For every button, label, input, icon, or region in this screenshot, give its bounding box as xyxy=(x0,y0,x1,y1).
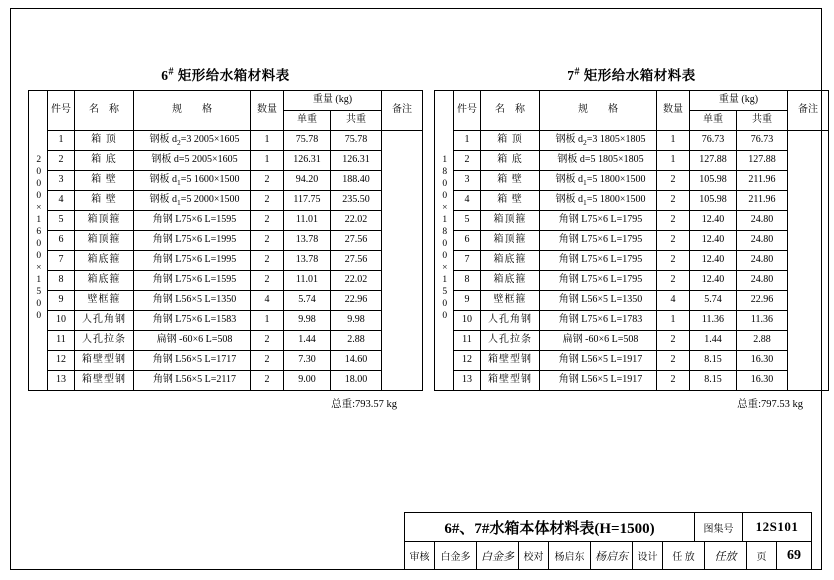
right-material-table xyxy=(434,90,829,391)
cell-spec: 角钢 L75×6 L=1795 xyxy=(540,211,657,231)
table-row xyxy=(29,371,423,391)
left-title-prefix: 6 xyxy=(161,68,169,83)
right-table-title xyxy=(434,64,829,84)
cell-spec: 钢板 $d_2=3$ 2005×1605 xyxy=(134,131,251,151)
cell-spec: 角钢 L75×6 L=1795 xyxy=(540,271,657,291)
page-number: 69 xyxy=(787,547,801,563)
cell-no: 11 xyxy=(48,331,75,351)
table-row xyxy=(29,351,423,371)
table-row xyxy=(435,351,829,371)
cell-name: 箱 壁 xyxy=(481,171,540,191)
cell-unit-weight: 13.78 xyxy=(284,251,331,271)
cell-name: 箱壁型钢 xyxy=(481,351,540,371)
cell-unit-weight: 105.98 xyxy=(690,191,737,211)
cell-unit-weight: 12.40 xyxy=(690,211,737,231)
cell-qty: 2 xyxy=(657,351,690,371)
cell-spec: 角钢 L56×5 L=1917 xyxy=(540,351,657,371)
cell-total-weight: 27.56 xyxy=(331,251,382,271)
table-row xyxy=(435,311,829,331)
col-header-weight: 重量 (kg) xyxy=(690,91,788,111)
cell-unit-weight: 105.98 xyxy=(690,171,737,191)
cell-qty: 2 xyxy=(251,231,284,251)
cell-qty: 2 xyxy=(251,251,284,271)
cell-name: 箱底箍 xyxy=(481,251,540,271)
table-row xyxy=(435,251,829,271)
cell-qty: 2 xyxy=(251,351,284,371)
cell-qty: 1 xyxy=(251,151,284,171)
cell-spec: 角钢 L56×5 L=1717 xyxy=(134,351,251,371)
cell-no: 9 xyxy=(48,291,75,311)
col-header-note: 备注 xyxy=(788,91,829,131)
cell-no: 1 xyxy=(48,131,75,151)
col-header-note: 备注 xyxy=(382,91,423,131)
left-material-table xyxy=(28,90,423,391)
cell-unit-weight: 9.98 xyxy=(284,311,331,331)
cell-unit-weight: 11.01 xyxy=(284,211,331,231)
cell-total-weight: 22.96 xyxy=(737,291,788,311)
table-row xyxy=(29,271,423,291)
cell-unit-weight: 126.31 xyxy=(284,151,331,171)
design-signature: 任放 xyxy=(705,542,747,569)
cell-note xyxy=(382,131,423,391)
cell-name: 壁框箍 xyxy=(75,291,134,311)
cell-unit-weight: 1.44 xyxy=(690,331,737,351)
cell-name: 箱顶箍 xyxy=(481,231,540,251)
table-row xyxy=(29,151,423,171)
cell-spec: 角钢 L75×6 L=1795 xyxy=(540,231,657,251)
review-name: 白金多 xyxy=(435,542,477,569)
cell-unit-weight: 127.88 xyxy=(690,151,737,171)
design-label: 设计 xyxy=(633,542,663,569)
page-label: 页 xyxy=(747,542,777,569)
table-row xyxy=(435,271,829,291)
table-row xyxy=(435,231,829,251)
cell-name: 箱壁型钢 xyxy=(75,351,134,371)
cell-total-weight: 22.02 xyxy=(331,211,382,231)
left-table-title xyxy=(28,64,423,84)
cell-total-weight: 235.50 xyxy=(331,191,382,211)
right-material-table-block xyxy=(434,64,829,411)
cell-spec: 钢板 $d_1=5$ 2000×1500 xyxy=(134,191,251,211)
cell-spec: 角钢 L75×6 L=1783 xyxy=(540,311,657,331)
title-block-row-signatures xyxy=(405,542,811,569)
cell-qty: 2 xyxy=(657,211,690,231)
cell-spec: 扁钢 -60×6 L=508 xyxy=(540,331,657,351)
cell-name: 人孔角钢 xyxy=(481,311,540,331)
col-header-spec: 规 格 xyxy=(134,91,251,131)
cell-qty: 1 xyxy=(657,131,690,151)
cell-no: 1 xyxy=(454,131,481,151)
cell-qty: 2 xyxy=(657,171,690,191)
right-title-sup: # xyxy=(574,66,580,78)
col-header-name: 名 称 xyxy=(75,91,134,131)
cell-qty: 1 xyxy=(657,311,690,331)
cell-unit-weight: 13.78 xyxy=(284,231,331,251)
left-title-sup: # xyxy=(168,66,174,78)
cell-no: 5 xyxy=(454,211,481,231)
atlas-number-label: 图集号 xyxy=(695,513,743,541)
cell-qty: 2 xyxy=(251,171,284,191)
review-signature: 白金多 xyxy=(477,542,519,569)
cell-total-weight: 22.96 xyxy=(331,291,382,311)
cell-name: 人孔拉条 xyxy=(75,331,134,351)
cell-total-weight: 22.02 xyxy=(331,271,382,291)
cell-no: 13 xyxy=(48,371,75,391)
cell-unit-weight: 7.30 xyxy=(284,351,331,371)
cell-spec: 钢板 $d_1=5$ 1800×1500 xyxy=(540,191,657,211)
cell-name: 箱 顶 xyxy=(75,131,134,151)
cell-name: 箱顶箍 xyxy=(481,211,540,231)
table-row xyxy=(29,231,423,251)
cell-no: 12 xyxy=(48,351,75,371)
cell-no: 8 xyxy=(48,271,75,291)
cell-name: 箱 顶 xyxy=(481,131,540,151)
cell-total-weight: 75.78 xyxy=(331,131,382,151)
cell-total-weight: 9.98 xyxy=(331,311,382,331)
cell-no: 6 xyxy=(48,231,75,251)
cell-spec: 角钢 L56×5 L=2117 xyxy=(134,371,251,391)
size-header-cell: 2000×1600×1500 xyxy=(29,91,48,391)
cell-total-weight: 27.56 xyxy=(331,231,382,251)
cell-spec: 钢板 d=5 1805×1805 xyxy=(540,151,657,171)
col-header-spec: 规 格 xyxy=(540,91,657,131)
table-row xyxy=(29,191,423,211)
cell-total-weight: 16.30 xyxy=(737,351,788,371)
cell-no: 10 xyxy=(454,311,481,331)
cell-name: 壁框箍 xyxy=(481,291,540,311)
cell-unit-weight: 8.15 xyxy=(690,371,737,391)
table-row xyxy=(29,211,423,231)
cell-name: 箱顶箍 xyxy=(75,211,134,231)
table-row xyxy=(435,331,829,351)
cell-unit-weight: 8.15 xyxy=(690,351,737,371)
cell-spec: 扁钢 -60×6 L=508 xyxy=(134,331,251,351)
cell-unit-weight: 9.00 xyxy=(284,371,331,391)
cell-qty: 2 xyxy=(251,191,284,211)
cell-no: 2 xyxy=(454,151,481,171)
cell-unit-weight: 117.75 xyxy=(284,191,331,211)
cell-total-weight: 2.88 xyxy=(737,331,788,351)
size-header-cell: 1800×1800×1500 xyxy=(435,91,454,391)
cell-total-weight: 18.00 xyxy=(331,371,382,391)
cell-no: 3 xyxy=(48,171,75,191)
table-row xyxy=(29,311,423,331)
col-header-total-weight: 共重 xyxy=(737,111,788,131)
col-header-unit-weight: 单重 xyxy=(690,111,737,131)
cell-no: 6 xyxy=(454,231,481,251)
cell-spec: 角钢 L75×6 L=1995 xyxy=(134,251,251,271)
check-label: 校对 xyxy=(519,542,549,569)
cell-no: 13 xyxy=(454,371,481,391)
cell-unit-weight: 5.74 xyxy=(284,291,331,311)
cell-spec: 钢板 d=5 2005×1605 xyxy=(134,151,251,171)
cell-total-weight: 14.60 xyxy=(331,351,382,371)
cell-spec: 钢板 $d_1=5$ 1800×1500 xyxy=(540,171,657,191)
left-title-rest: 矩形给水箱材料表 xyxy=(173,68,290,83)
cell-total-weight: 76.73 xyxy=(737,131,788,151)
cell-unit-weight: 94.20 xyxy=(284,171,331,191)
cell-qty: 4 xyxy=(657,291,690,311)
cell-unit-weight: 12.40 xyxy=(690,251,737,271)
cell-name: 人孔角钢 xyxy=(75,311,134,331)
cell-total-weight: 24.80 xyxy=(737,231,788,251)
cell-no: 4 xyxy=(48,191,75,211)
table-row xyxy=(435,131,829,151)
check-name: 杨启东 xyxy=(549,542,591,569)
table-header-row xyxy=(435,91,829,111)
cell-name: 箱底箍 xyxy=(481,271,540,291)
cell-unit-weight: 12.40 xyxy=(690,231,737,251)
cell-qty: 2 xyxy=(657,231,690,251)
cell-no: 9 xyxy=(454,291,481,311)
cell-no: 8 xyxy=(454,271,481,291)
cell-qty: 2 xyxy=(657,191,690,211)
cell-unit-weight: 5.74 xyxy=(690,291,737,311)
cell-spec: 角钢 L56×5 L=1350 xyxy=(134,291,251,311)
cell-name: 箱壁型钢 xyxy=(481,371,540,391)
cell-unit-weight: 75.78 xyxy=(284,131,331,151)
table-row xyxy=(29,291,423,311)
right-title-rest: 矩形给水箱材料表 xyxy=(579,68,696,83)
table-row xyxy=(435,191,829,211)
cell-unit-weight: 11.36 xyxy=(690,311,737,331)
design-name: 任 放 xyxy=(663,542,705,569)
cell-spec: 角钢 L56×5 L=1350 xyxy=(540,291,657,311)
cell-no: 5 xyxy=(48,211,75,231)
cell-spec: 钢板 $d_2=3$ 1805×1805 xyxy=(540,131,657,151)
cell-qty: 2 xyxy=(657,331,690,351)
cell-total-weight: 24.80 xyxy=(737,211,788,231)
table-row xyxy=(435,151,829,171)
cell-name: 箱 底 xyxy=(75,151,134,171)
col-header-no: 件号 xyxy=(48,91,75,131)
cell-qty: 1 xyxy=(251,311,284,331)
cell-no: 3 xyxy=(454,171,481,191)
cell-name: 箱壁型钢 xyxy=(75,371,134,391)
cell-total-weight: 126.31 xyxy=(331,151,382,171)
cell-no: 7 xyxy=(454,251,481,271)
cell-qty: 2 xyxy=(251,371,284,391)
cell-name: 箱 壁 xyxy=(75,171,134,191)
title-block-row-main xyxy=(405,513,811,542)
cell-name: 箱 壁 xyxy=(481,191,540,211)
cell-total-weight: 2.88 xyxy=(331,331,382,351)
table-row xyxy=(29,171,423,191)
cell-qty: 1 xyxy=(251,131,284,151)
cell-total-weight: 188.40 xyxy=(331,171,382,191)
col-header-qty: 数量 xyxy=(251,91,284,131)
cell-name: 箱底箍 xyxy=(75,251,134,271)
atlas-number-value: 12S101 xyxy=(755,519,799,534)
table-header-row xyxy=(29,91,423,111)
col-header-unit-weight: 单重 xyxy=(284,111,331,131)
cell-qty: 2 xyxy=(657,371,690,391)
cell-spec: 角钢 L75×6 L=1795 xyxy=(540,251,657,271)
left-total-weight: 总重:793.57 kg xyxy=(331,399,397,410)
cell-unit-weight: 11.01 xyxy=(284,271,331,291)
col-header-total-weight: 共重 xyxy=(331,111,382,131)
cell-total-weight: 211.96 xyxy=(737,191,788,211)
cell-spec: 角钢 L75×6 L=1583 xyxy=(134,311,251,331)
table-row xyxy=(435,371,829,391)
col-header-no: 件号 xyxy=(454,91,481,131)
cell-unit-weight: 12.40 xyxy=(690,271,737,291)
cell-total-weight: 211.96 xyxy=(737,171,788,191)
cell-total-weight: 11.36 xyxy=(737,311,788,331)
col-header-name: 名 称 xyxy=(481,91,540,131)
cell-no: 2 xyxy=(48,151,75,171)
cell-unit-weight: 76.73 xyxy=(690,131,737,151)
cell-total-weight: 24.80 xyxy=(737,251,788,271)
col-header-qty: 数量 xyxy=(657,91,690,131)
review-label: 审核 xyxy=(405,542,435,569)
cell-total-weight: 24.80 xyxy=(737,271,788,291)
right-title-prefix: 7 xyxy=(567,68,575,83)
cell-qty: 2 xyxy=(657,251,690,271)
cell-spec: 角钢 L75×6 L=1595 xyxy=(134,211,251,231)
table-row xyxy=(29,251,423,271)
cell-no: 7 xyxy=(48,251,75,271)
cell-name: 箱 底 xyxy=(481,151,540,171)
cell-qty: 2 xyxy=(251,271,284,291)
left-material-table-block xyxy=(28,64,423,411)
cell-no: 12 xyxy=(454,351,481,371)
cell-total-weight: 127.88 xyxy=(737,151,788,171)
sheet-title: 6#、7#水箱本体材料表(H=1500) xyxy=(405,513,695,541)
cell-note xyxy=(788,131,829,391)
table-row xyxy=(29,331,423,351)
cell-spec: 角钢 L75×6 L=1595 xyxy=(134,271,251,291)
cell-name: 人孔拉条 xyxy=(481,331,540,351)
table-row xyxy=(435,211,829,231)
right-total-weight: 总重:797.53 kg xyxy=(737,399,803,410)
cell-spec: 角钢 L56×5 L=1917 xyxy=(540,371,657,391)
cell-total-weight: 16.30 xyxy=(737,371,788,391)
cell-qty: 2 xyxy=(251,331,284,351)
cell-qty: 2 xyxy=(657,271,690,291)
cell-name: 箱 壁 xyxy=(75,191,134,211)
table-row xyxy=(435,291,829,311)
title-block xyxy=(404,512,812,570)
cell-no: 4 xyxy=(454,191,481,211)
cell-qty: 2 xyxy=(251,211,284,231)
table-row xyxy=(435,171,829,191)
check-signature: 杨启东 xyxy=(591,542,633,569)
cell-name: 箱底箍 xyxy=(75,271,134,291)
cell-qty: 1 xyxy=(657,151,690,171)
cell-spec: 角钢 L75×6 L=1995 xyxy=(134,231,251,251)
cell-name: 箱顶箍 xyxy=(75,231,134,251)
cell-spec: 钢板 $d_1=5$ 1600×1500 xyxy=(134,171,251,191)
table-row xyxy=(29,131,423,151)
cell-unit-weight: 1.44 xyxy=(284,331,331,351)
cell-no: 10 xyxy=(48,311,75,331)
cell-no: 11 xyxy=(454,331,481,351)
cell-qty: 4 xyxy=(251,291,284,311)
col-header-weight: 重量 (kg) xyxy=(284,91,382,111)
